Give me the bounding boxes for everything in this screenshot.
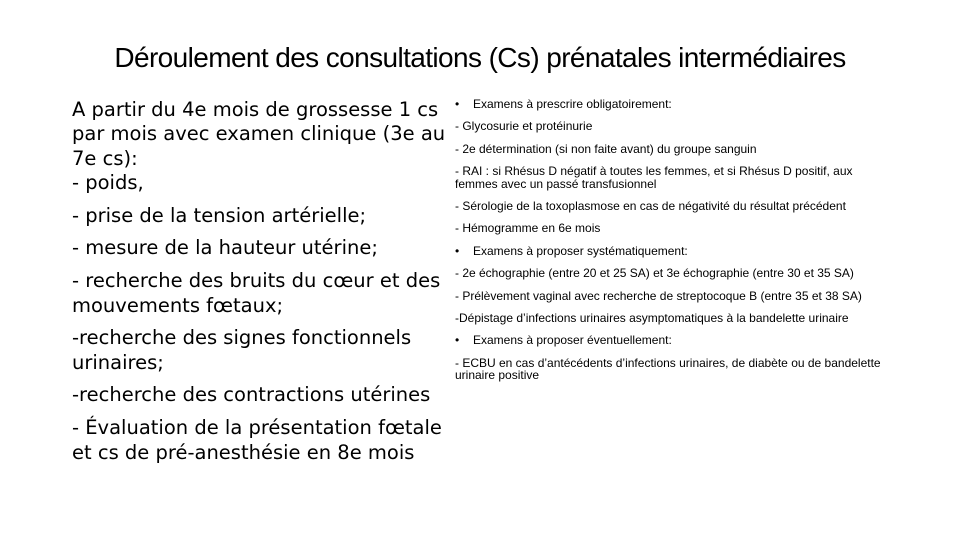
list-item: - prise de la tension artérielle; — [72, 203, 367, 227]
exam-item: - Sérologie de la toxoplasmose en cas de négativité du résultat précédent — [455, 199, 846, 214]
heading-text: Examens à proposer éventuellement: — [473, 333, 672, 348]
exam-item: - RAI : si Rhésus D négatif à toutes les femmes, et si Rhésus D positif, aux femmes avec un passé transfusionnel — [455, 164, 853, 191]
list-item: - poids, — [72, 170, 144, 194]
bullet-icon: • — [455, 97, 460, 111]
list-item: - recherche des bruits du cœur et des mouvements fœtaux; — [72, 269, 441, 317]
section-heading-eventuels — [455, 334, 890, 346]
exam-item: - 2e détermination (si non faite avant) du groupe sanguin — [455, 141, 757, 156]
exam-item: - Hémogramme en 6e mois — [455, 221, 601, 236]
list-item: - Évaluation de la présentation fœtale et cs de pré-anesthésie en 8e mois — [72, 416, 442, 464]
heading-text: Examens à prescrire obligatoirement: — [473, 97, 672, 111]
bullet-icon: • — [455, 333, 460, 348]
section-heading-obligatoires — [455, 98, 890, 110]
section-heading-systematiques — [455, 245, 890, 257]
slide-title: Déroulement des consultations (Cs) prénatales intermédiaires — [114, 42, 846, 73]
exam-item: - Glycosurie et protéinurie — [455, 119, 593, 134]
exam-item: - 2e échographie (entre 20 et 25 SA) et 3e échographie (entre 30 et 35 SA) — [455, 266, 854, 281]
left-column — [72, 98, 452, 465]
bullet-icon: • — [455, 243, 460, 258]
exam-item: - ECBU en cas d’antécédents d’infections urinaires, de diabète ou de bandelette urinaire positive — [455, 355, 881, 383]
heading-text: Examens à proposer systématiquement: — [473, 243, 688, 258]
right-column — [455, 98, 890, 392]
intro-text: A partir du 4e mois de grossesse 1 cs par mois avec examen clinique (3e au 7e cs): — [72, 98, 446, 170]
list-item: -recherche des signes fonctionnels urinaires; — [72, 326, 412, 374]
list-item: -recherche des contractions utérines — [72, 383, 431, 407]
exam-item: -Dépistage d’infections urinaires asymptomatiques à la bandelette urinaire — [455, 311, 849, 326]
list-item: - mesure de la hauteur utérine; — [72, 236, 378, 260]
exam-item: - Prélèvement vaginal avec recherche de streptocoque B (entre 35 et 38 SA) — [455, 288, 862, 303]
